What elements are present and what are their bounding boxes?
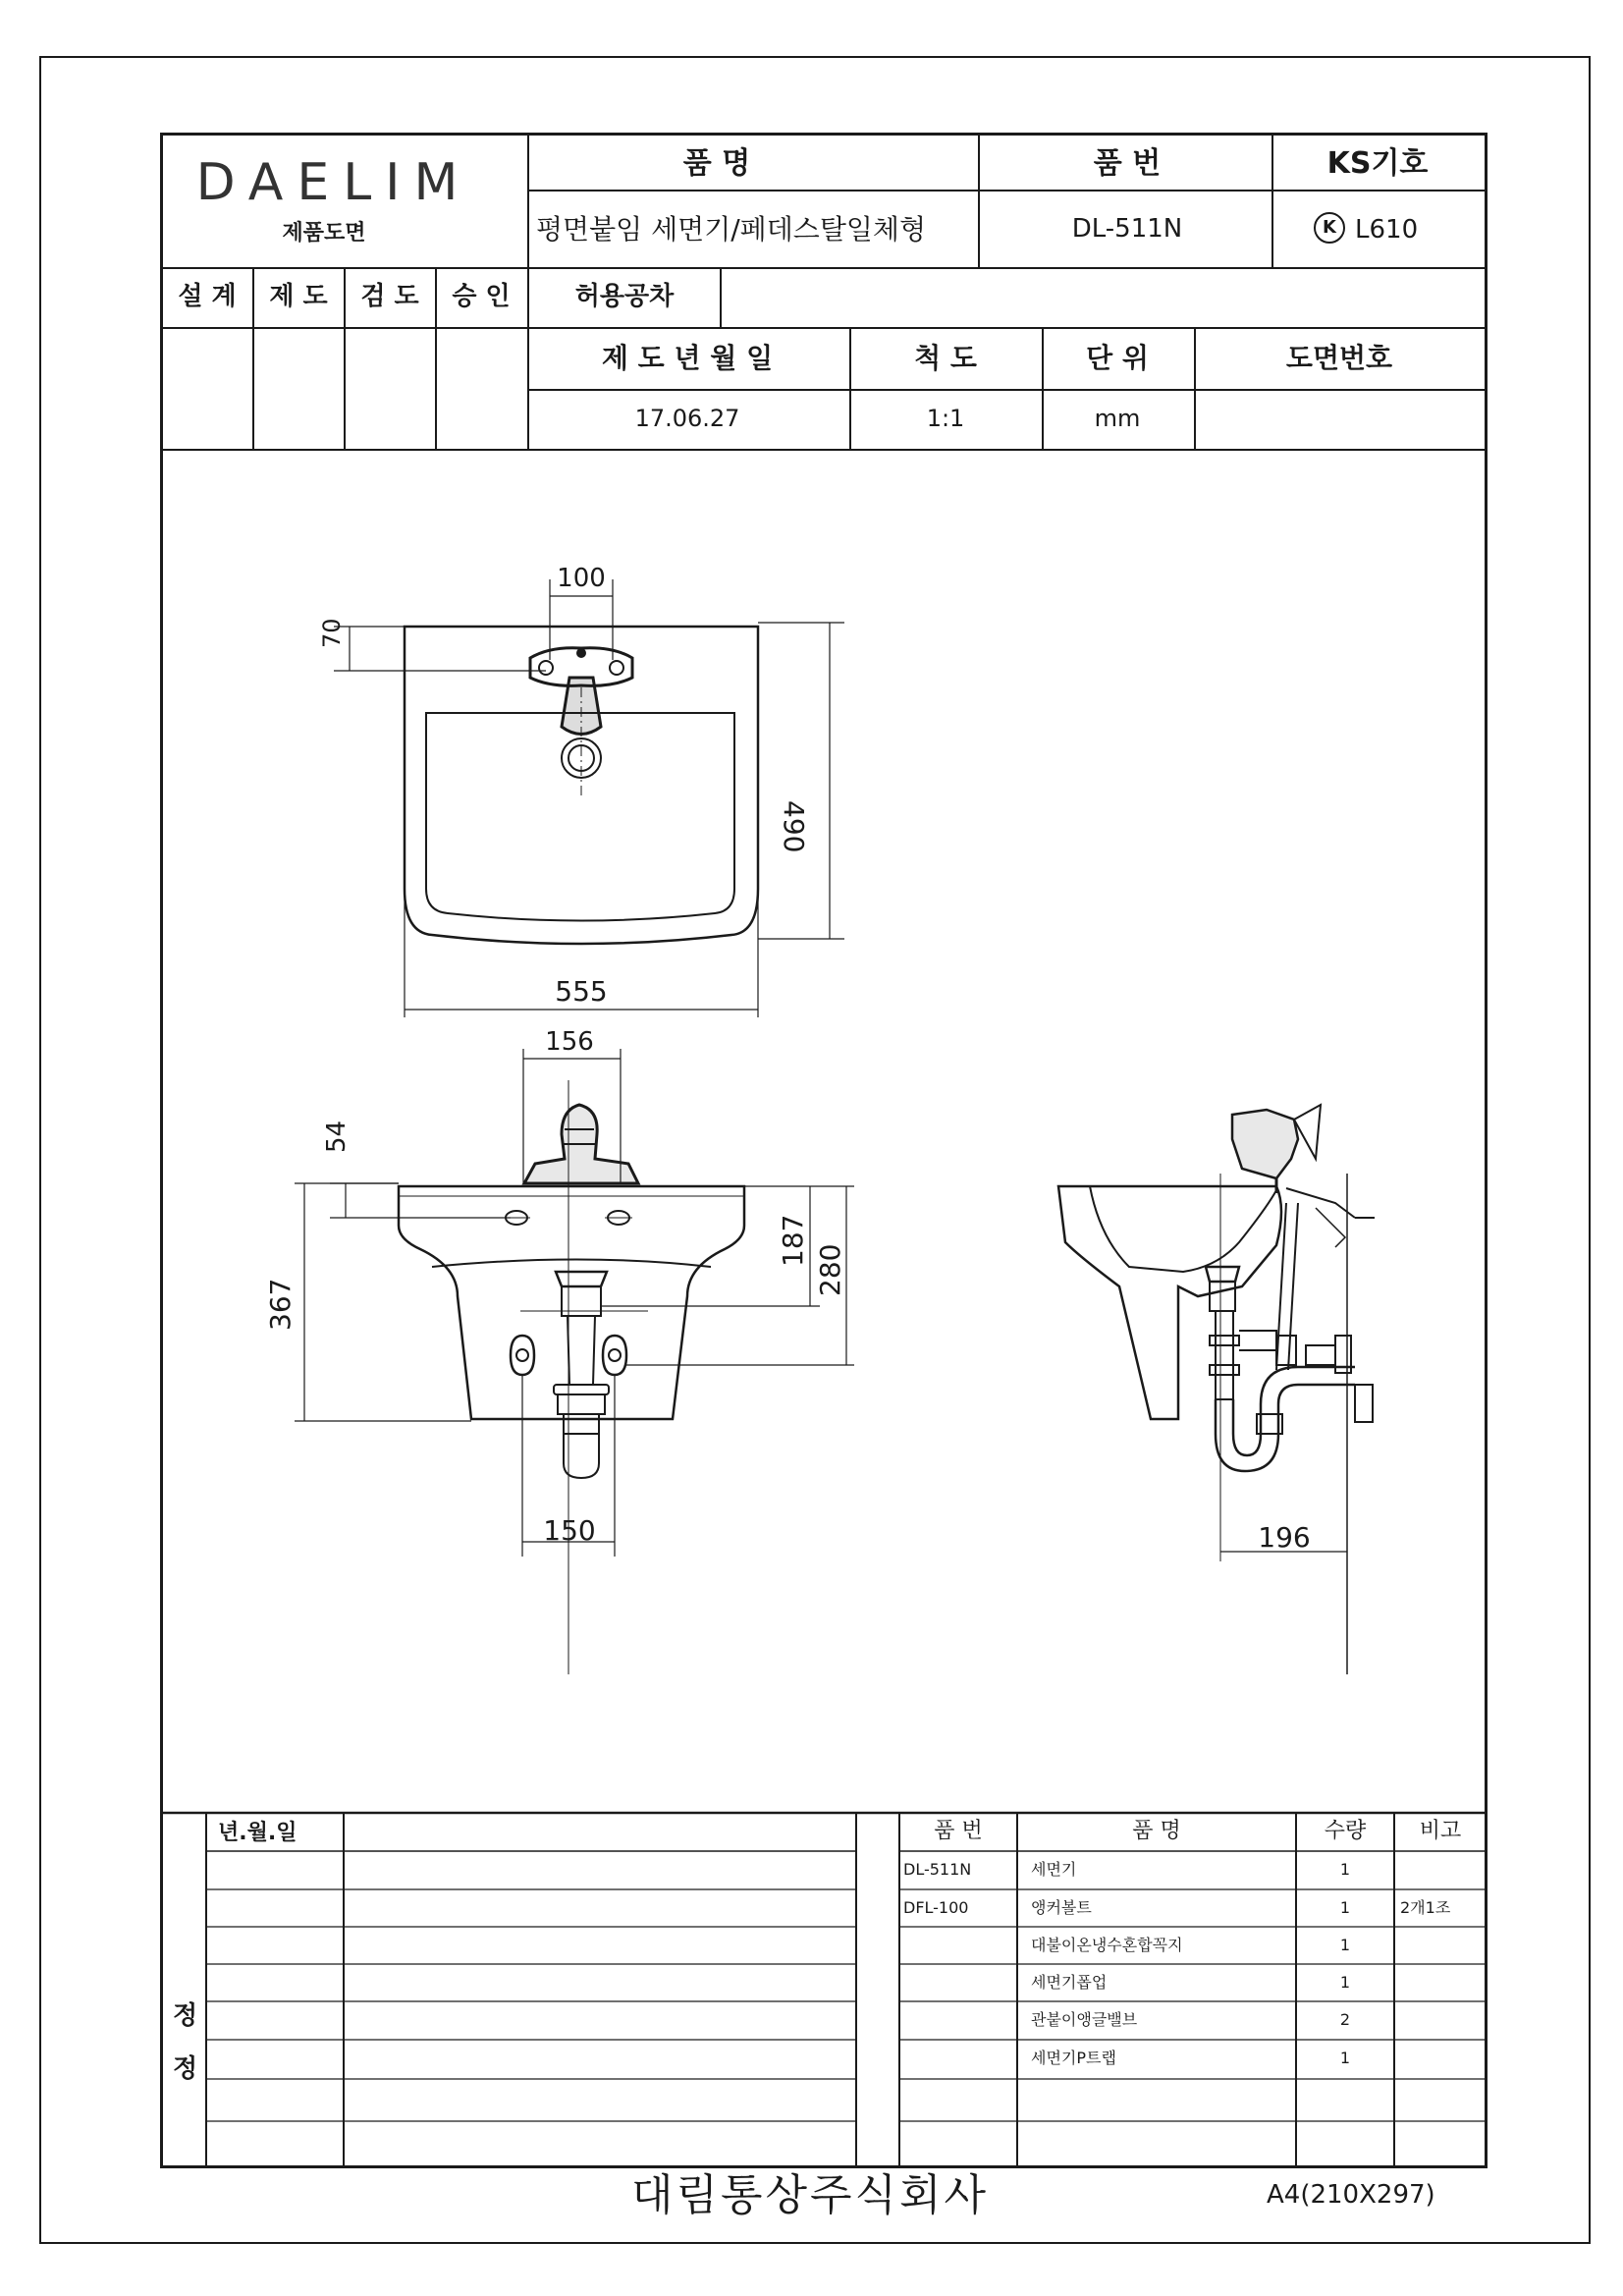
role-design: 설 계: [178, 282, 237, 311]
unit-value: mm: [1094, 405, 1141, 432]
dim-front-height-b: 280: [814, 1243, 846, 1296]
dim-front-bottom-width: 150: [543, 1514, 596, 1547]
parts-row-qty: 1: [1339, 1973, 1351, 1992]
bottom-tables: [162, 1813, 1487, 2166]
role-check: 검 도: [360, 282, 419, 311]
product-no-value: DL-511N: [1071, 214, 1183, 244]
parts-row-qty: 1: [1339, 1898, 1351, 1917]
parts-row-qty: 2: [1339, 2010, 1351, 2029]
role-draft: 제 도: [269, 282, 328, 311]
parts-row-name: 세면기P트랩: [1031, 2049, 1116, 2067]
drawing-no-label: 도면번호: [1285, 342, 1393, 374]
product-name-value: 평면붙임 세면기/페데스탈일체형: [536, 213, 927, 246]
product-no-label: 품 번: [1093, 146, 1162, 181]
parts-header-qty: 수량: [1324, 1819, 1367, 1843]
ks-value: L610: [1355, 215, 1419, 245]
parts-row-no: DFL-100: [903, 1898, 969, 1917]
date-label: 제 도 년 월 일: [601, 342, 774, 374]
parts-row-note: 2개1조: [1400, 1898, 1451, 1917]
parts-row-name: 관붙이앵글밸브: [1031, 2010, 1138, 2029]
revision-side-label-1: 정: [173, 2001, 198, 2031]
tolerance-label: 허용공차: [574, 282, 675, 311]
dim-side-depth: 196: [1258, 1521, 1311, 1554]
parts-header-no: 품 번: [934, 1819, 983, 1843]
parts-row-qty: 1: [1339, 1936, 1351, 1954]
parts-row-no: DL-511N: [903, 1860, 972, 1879]
parts-header-name: 품 명: [1132, 1819, 1181, 1843]
ks-label: KS기호: [1326, 146, 1429, 181]
dim-top-width: 555: [555, 975, 608, 1008]
dim-front-total-height: 367: [264, 1278, 297, 1331]
brand-subtitle: 제품도면: [282, 221, 366, 246]
date-value: 17.06.27: [634, 405, 740, 432]
scale-label: 척 도: [914, 342, 977, 374]
dim-front-faucet-height: 54: [322, 1120, 352, 1153]
parts-row-name: 앵커볼트: [1031, 1898, 1092, 1917]
dim-top-faucet-offset: 70: [318, 618, 346, 648]
top-view: [334, 579, 844, 1017]
unit-label: 단 위: [1086, 342, 1149, 374]
parts-header-note: 비고: [1419, 1819, 1462, 1843]
parts-row-name: 세면기폽업: [1031, 1973, 1108, 1992]
parts-row-qty: 1: [1339, 2049, 1351, 2067]
dim-front-height-a: 187: [777, 1214, 809, 1267]
parts-row-name: 세면기: [1031, 1860, 1077, 1879]
side-view: [1058, 1105, 1375, 1674]
revision-side-label-2: 정: [173, 2054, 198, 2084]
ks-mark-icon: K: [1314, 212, 1345, 244]
company-name: 대림통상주식회사: [630, 2170, 990, 2220]
product-name-label: 품 명: [682, 146, 751, 181]
front-view: [295, 1049, 854, 1674]
role-approve: 승 인: [452, 282, 511, 311]
parts-row-qty: 1: [1339, 1860, 1351, 1879]
revision-date-header: 년.월.일: [218, 1821, 298, 1845]
brand-logo: DAELIM: [195, 153, 472, 212]
dim-front-faucet-width: 156: [545, 1027, 594, 1057]
dim-top-faucet-width: 100: [557, 564, 606, 593]
dim-top-depth: 490: [778, 800, 810, 853]
scale-value: 1:1: [926, 405, 965, 432]
paper-size: A4(210X297): [1267, 2180, 1435, 2210]
parts-row-name: 대불이온냉수혼합꼭지: [1031, 1936, 1183, 1954]
